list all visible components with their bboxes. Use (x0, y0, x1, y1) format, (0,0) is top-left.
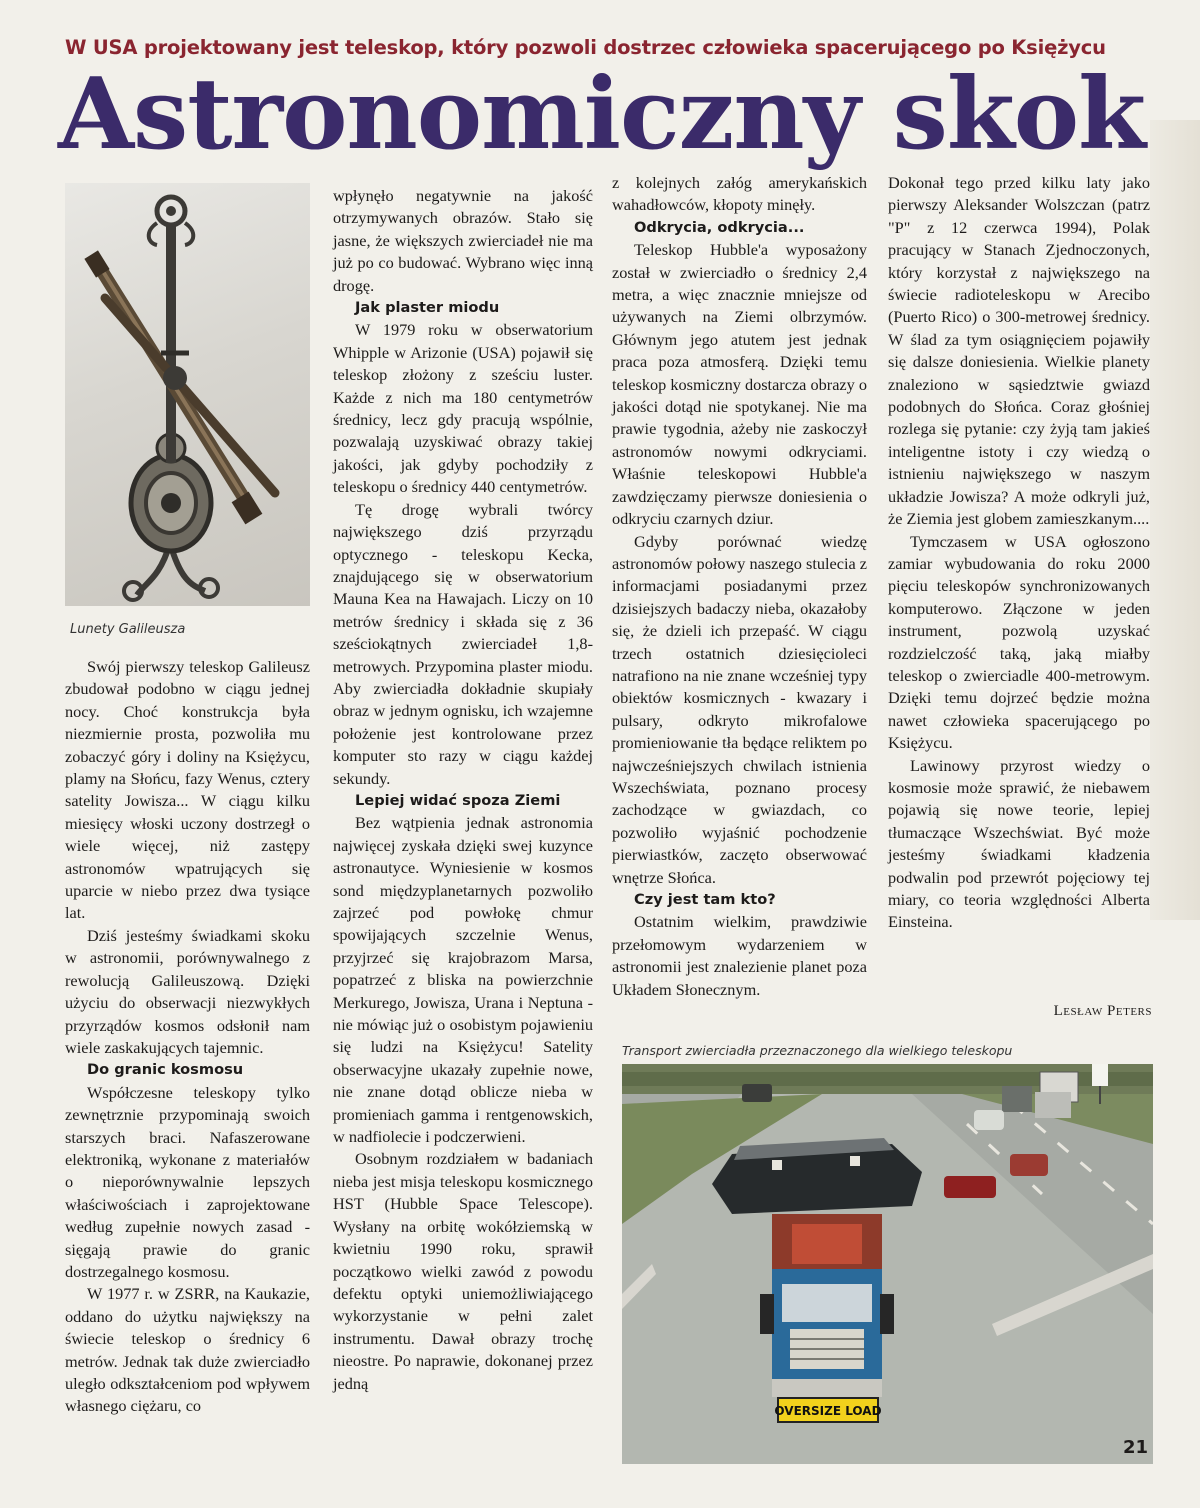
paragraph: Tę drogę wybrali twórcy największego dziś przyrządu optycznego - teleskopu Kecka, znajdującego się w obserwatorium Mauna Kea na Hawajach. Liczy on 10 metrów średnicy i składa się z 36 sześciokątnych zwierciadeł 1,8-metrowych. Przypomina plaster miodu. Aby zwierciadła dokładnie skupiały obraz w jednym ognisku, ich wzajemne położenie jest kontrolowane przez komputer sto razy w ciągu każdej sekundy. (333, 499, 593, 788)
paragraph: W 1979 roku w obserwatorium Whipple w Arizonie (USA) pojawił się teleskop złożony z sześciu luster. Każde z nich ma 180 centymetrów średnicy, lecz gdy pracują wspólnie, pozwalają uzyskiwać obrazy takiej jakości, jak gdyby pochodziły z teleskopu o średnicy 440 centymetrów. (333, 320, 593, 497)
paragraph: Lawinowy przyrost wiedzy o kosmosie może sprawić, że niebawem pojawią się nowe teorie, lepiej tłumaczące Wszechświat. Być może jesteśmy świadkami kładzenia podwalin pod przewrót pojęciowy tej miary, co teoria względności Alberta Einsteina. (888, 755, 1150, 932)
column-4 (888, 172, 1150, 934)
paragraph: Dziś jesteśmy świadkami skoku w astronomii, porównywalnego z rewolucją Galileuszową. Dzięki użyciu do obserwacji niezwykłych przyrządów kosmos odsłonił nam wiele zaskakujących tajemnic. (65, 925, 310, 1057)
article-kicker: W USA projektowany jest teleskop, który pozwoli dostrzec człowieka spacerującego po Księżycu (65, 36, 1106, 59)
article-headline: Astronomiczny skok (58, 57, 1145, 172)
page-number: 21 (1123, 1437, 1149, 1458)
paragraph: W 1977 r. w ZSRR, na Kaukazie, oddano do użytku największy na świecie teleskop o średnicy 6 metrów. Jednak tak duże zwierciadło uległo odkształceniom pod wpływem własnego ciężaru, co (65, 1284, 310, 1416)
paragraph: Dokonał tego przed kilku laty jako pierwszy Aleksander Wolszczan (patrz "P" z 12 czerwca 1994), Polak pracujący w Stanach Zjednoczonych, który korzystał z największego na świecie radioteleskopu w Arecibo (Puerto Rico) o 300-metrowej średnicy. W ślad za tym osiągnięciem pojawiły się dalsze doniesienia. Wielkie planety znaleziono w sąsiedztwie gwiazd podobnych do Słońca. Coraz głośniej rozlega się pytanie: czy żyją tam jakieś inteligentne istoty i czy wiedzą o istnieniu największego w naszym układzie Jowisza? A może odkryli już, że Ziemia jest globem zamieszkanym.... (888, 173, 1150, 529)
column-1 (65, 656, 310, 1418)
oversize-load-sign: OVERSIZE LOAD (774, 1404, 882, 1418)
paragraph: Teleskop Hubble'a wyposażony został w zwierciadło o średnicy 2,4 metra, a więc znacznie mniejsze od używanych na Ziemi olbrzymów. Głównym jego atutem jest jednak praca poza atmosferą. Dzięki temu teleskop kosmiczny dostarcza obrazy o jakości dotąd nie spotykanej. Nie ma prawie tygodnia, ażeby nie zaskoczył astronomów nowymi odkryciami. Właśnie teleskopowi Hubble'a zawdzięczamy pierwsze doniesienia o odkryciu czarnych dziur. (612, 240, 867, 529)
mirror-transport-photo (622, 1064, 1153, 1464)
section-heading: Lepiej widać spoza Ziemi (355, 791, 561, 809)
paragraph: wpłynęło negatywnie na jakość otrzymywanych obrazów. Stało się jasne, że większych zwierciadeł nie ma już po co budować. Wybrano więc inną drogę. (333, 186, 593, 295)
paragraph: Współczesne teleskopy tylko zewnętrznie przypominają swoich starszych braci. Nafaszerowane elektroniką, wykonane z materiałów o nieporównywalnie lepszych właściwościach i zaprojektowane według zupełnie nowych zasad - sięgają prawie do granic dostrzegalnego kosmosu. (65, 1082, 310, 1281)
photo-caption: Lunety Galileusza (70, 622, 186, 637)
paragraph: Swój pierwszy teleskop Galileusz zbudował podobno w ciągu jednej nocy. Choć konstrukcja była niezmiernie prosta, pozwoliła mu zobaczyć góry i doliny na Księżycu, plamy na Słońcu, fazy Wenus, cztery satelity Jowisza... W ciągu kilku miesięcy włoski uczony dostrzegł o wiele więcej, niż zastępy astronomów wpatrujących się uparcie w niebo przez dwa tysiące lat. (65, 657, 310, 923)
photo-caption: Transport zwierciadła przeznaczonego dla wielkiego teleskopu (622, 1043, 1013, 1058)
paragraph: z kolejnych załóg amerykańskich wahadłowców, kłopoty minęły. (612, 173, 867, 215)
paragraph: Bez wątpienia jednak astronomia najwięcej zyskała dzięki swej kuzynce astronautyce. Wyniesienie w kosmos sond międzyplanetarnych pozwoliło zajrzeć pod powłokę chmur spowijających szczelnie Wenus, przyjrzeć się krajobrazom Marsa, popatrzeć z bliska na powierzchnie Merkurego, Jowisza, Urana i Neptuna - nie mówiąc już o osobistym pojawieniu się ludzi na Księżycu! Satelity obserwacyjne ukazały zupełnie nowe, nie znane dotąd oblicze nieba w promieniach gamma i rentgenowskich, w nadfiolecie i podczerwieni. (333, 813, 593, 1147)
section-heading: Jak plaster miodu (355, 299, 500, 317)
paragraph: Ostatnim wielkim, prawdziwie przełomowym wydarzeniem w astronomii jest znalezienie planet poza Układem Słonecznym. (612, 912, 867, 999)
paragraph: Tymczasem w USA ogłoszono zamiar wybudowania do roku 2000 pięciu teleskopów synchronizowanych komputerowo. Złączone w jeden instrument, pozwolą uzyskać rozdzielczość taką, jaką miałby teleskop o zwierciadle 400-metrowym. Dzięki temu dojrzeć będzie można nawet człowieka spacerującego po Księżycu. (888, 531, 1150, 753)
section-heading: Do granic kosmosu (87, 1061, 244, 1079)
author-byline: Lesław Peters (1053, 1003, 1152, 1019)
paragraph: Gdyby porównać wiedzę astronomów połowy naszego stulecia z informacjami posiadanymi przez dzisiejszych badaczy nieba, okazałoby się, że dzieli ich przepaść. W ciągu trzech ostatnich dziesięcioleci natrafiono na nie znane wcześniej typy obiektów kosmicznych - kwazary i pulsary, odkryto mikrofalowe promieniowanie tła będące reliktem po najwcześniejszych chwilach istnienia Wszechświata, poznano procesy zachodzące w gwiazdach, co pozwoliło wyjaśnić pochodzenie pierwiastków, zaczęto obserwować wnętrze Słońca. (612, 531, 868, 887)
section-heading: Odkrycia, odkrycia... (634, 218, 805, 236)
galileo-telescopes-photo (65, 183, 310, 606)
column-3 (612, 172, 867, 1001)
section-heading: Czy jest tam kto? (634, 891, 776, 908)
paragraph: Osobnym rozdziałem w badaniach nieba jest misja teleskopu kosmicznego HST (Hubble Space Telescope). Wysłany na orbitę wokółziemską w kwietniu 1990 roku, sprawił początkowo wielki zawód z powodu defektu optyki uniemożliwiającego wykorzystanie w pełni zalet instrumentu. Dawał obrazy trochę nieostre. Po naprawie, dokonanej przez jedną (333, 1149, 593, 1393)
column-2 (333, 185, 593, 1395)
facing-page-bleed (1150, 120, 1200, 920)
